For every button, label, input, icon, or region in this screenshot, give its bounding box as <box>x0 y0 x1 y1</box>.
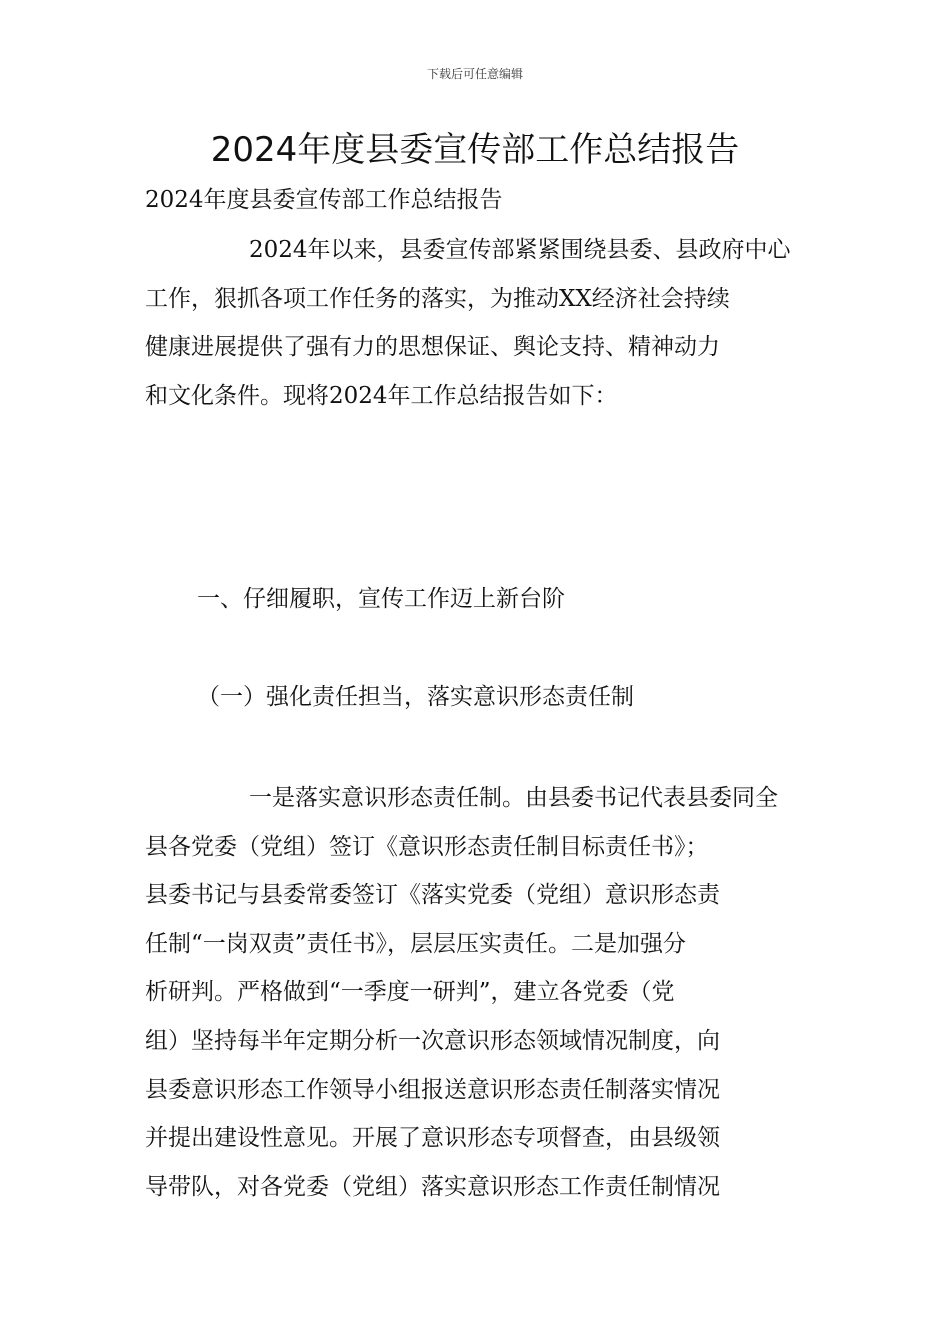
body-line: 并提出建设性意见。开展了意识形态专项督查，由县级领 <box>145 1125 720 1152</box>
body-line: 一是落实意识形态责任制。由县委书记代表县委同全 <box>249 785 778 811</box>
body-line: 县各党委（党组）签订《意识形态责任制目标责任书》； <box>145 833 709 860</box>
body-line: 县委意识形态工作领导小组报送意识形态责任制落实情况 <box>145 1076 720 1103</box>
section-heading: 一、仔细履职，宣传工作迈上新台阶 <box>197 586 565 612</box>
intro-line: 2024年以来，县委宣传部紧紧围绕县委、县政府中心 <box>249 237 791 263</box>
body-line: 组）坚持每半年定期分析一次意识形态领域情况制度，向 <box>145 1027 720 1054</box>
document-title: 2024年度县委宣传部工作总结报告 <box>210 130 740 170</box>
document-subtitle: 2024年度县委宣传部工作总结报告 <box>145 187 503 213</box>
body-line: 导带队，对各党委（党组）落实意识形态工作责任制情况 <box>145 1173 720 1200</box>
body-paragraph <box>145 774 810 1211</box>
intro-paragraph <box>145 226 810 420</box>
intro-line: 和文化条件。现将2024年工作总结报告如下： <box>145 382 618 409</box>
intro-line: 健康进展提供了强有力的思想保证、舆论支持、精神动力 <box>145 334 720 361</box>
intro-line: 工作，狠抓各项工作任务的落实，为推动XX经济社会持续 <box>145 285 730 312</box>
header-note: 下载后可任意编辑 <box>426 67 523 81</box>
subsection-heading: （一）强化责任担当，落实意识形态责任制 <box>197 684 634 710</box>
body-line: 任制“一岗双责”责任书》，层层压实责任。二是加强分 <box>145 930 687 957</box>
body-line: 析研判。严格做到“一季度一研判”，建立各党委（党 <box>145 979 675 1006</box>
body-line: 县委书记与县委常委签订《落实党委（党组）意识形态责 <box>145 882 720 909</box>
